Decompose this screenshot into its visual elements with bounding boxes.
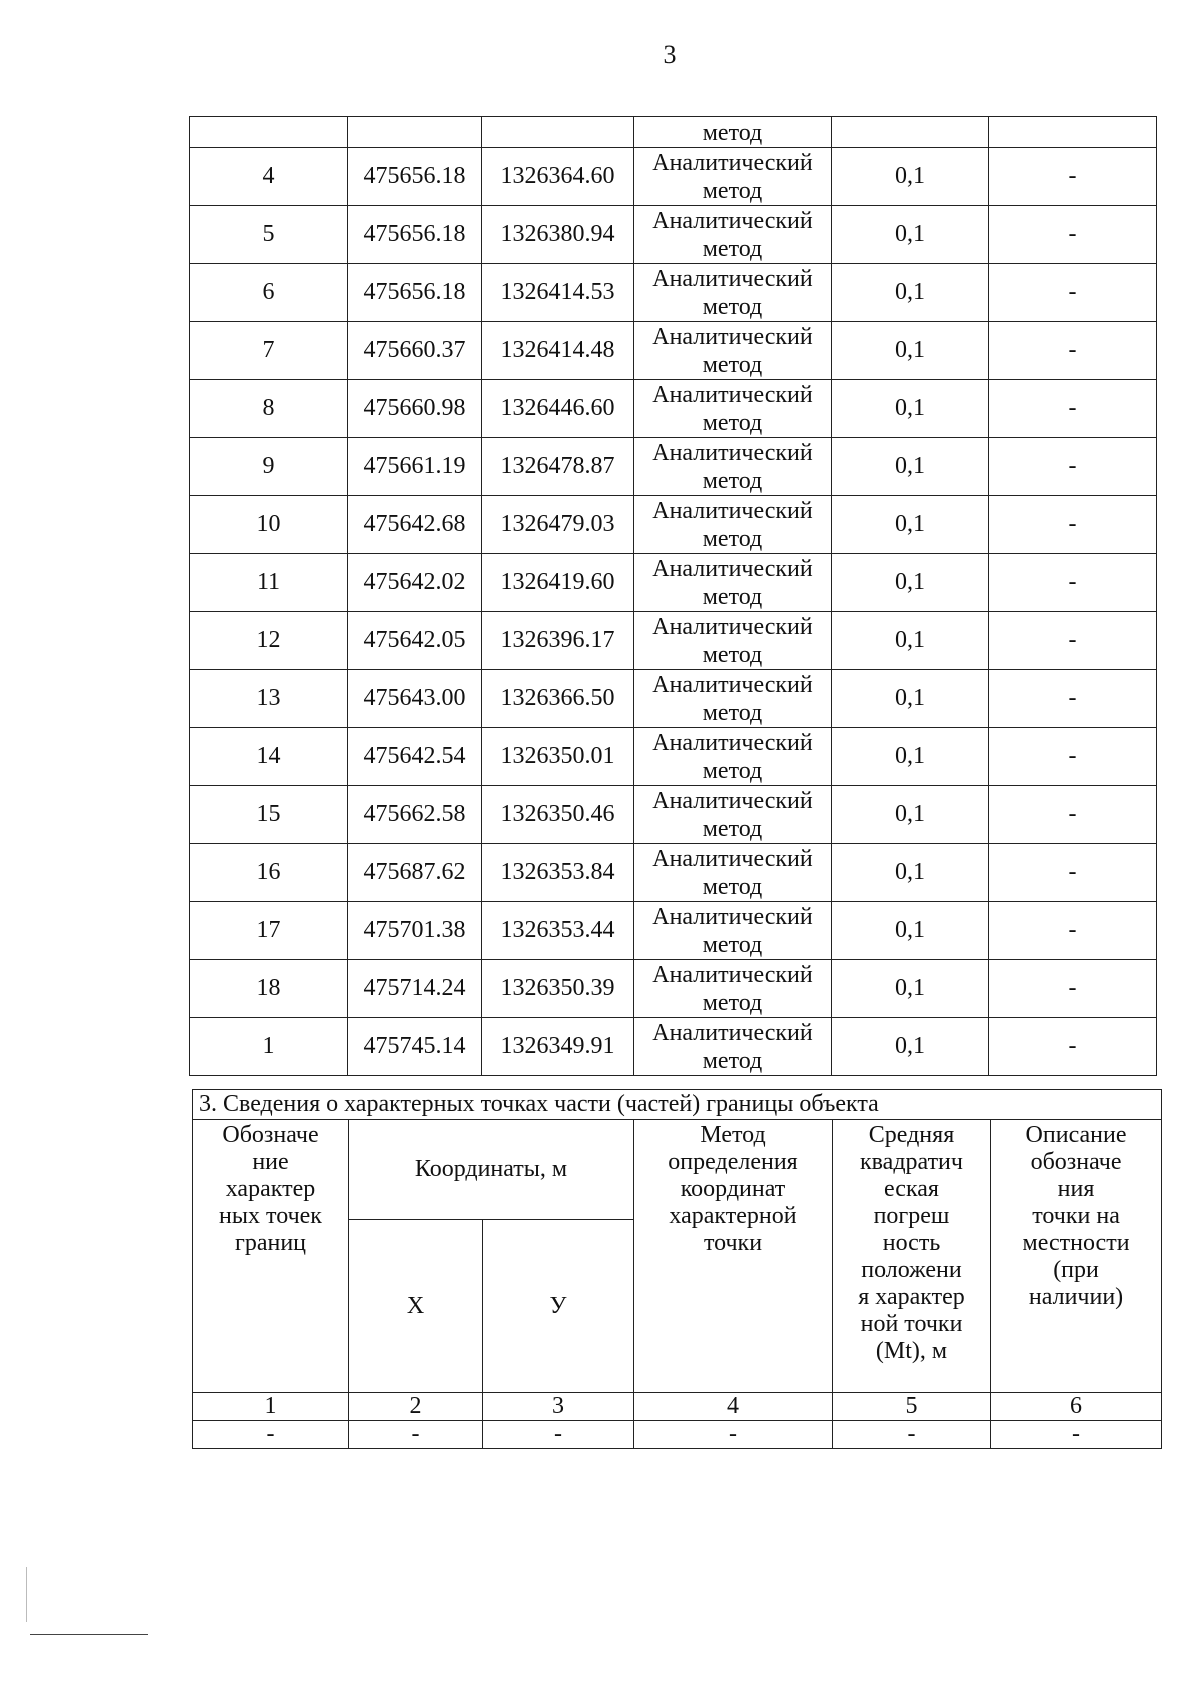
boundary-point-row (190, 1018, 1157, 1076)
cell-error: 0,1 (832, 380, 989, 438)
cell-y: 1326364.60 (482, 148, 634, 206)
method-line: метод (702, 409, 763, 436)
boundary-point-row (190, 322, 1157, 380)
cell-description: - (989, 612, 1157, 670)
cell-y: 1326478.87 (482, 438, 634, 496)
cell-y: 1326366.50 (482, 670, 634, 728)
boundary-point-row (190, 148, 1157, 206)
cell-method (634, 380, 832, 438)
cell-y: 1326419.60 (482, 554, 634, 612)
cell-point: 8 (190, 380, 348, 438)
cell-description: - (989, 844, 1157, 902)
boundary-points-body (190, 117, 1157, 1076)
cell-x: 475687.62 (348, 844, 482, 902)
method-line: метод (702, 873, 763, 900)
cell-y: 1326414.48 (482, 322, 634, 380)
cell-error: 0,1 (832, 148, 989, 206)
cell-description: - (989, 438, 1157, 496)
header-coordinates: Координаты, м (349, 1120, 634, 1220)
cell-description: - (989, 206, 1157, 264)
method-line: метод (702, 641, 763, 668)
cell-point: 18 (190, 960, 348, 1018)
cell-error: 0,1 (832, 438, 989, 496)
boundary-point-row (190, 902, 1157, 960)
cell-method (634, 786, 832, 844)
cell-method (634, 1018, 832, 1076)
boundary-point-row (190, 380, 1157, 438)
method-line: метод (702, 815, 763, 842)
cell-method (634, 322, 832, 380)
boundary-point-row (190, 960, 1157, 1018)
cell-x: 475643.00 (348, 670, 482, 728)
boundary-points-table (189, 116, 1157, 1076)
method-line: метод (702, 293, 763, 320)
cell-method (634, 902, 832, 960)
method-line: Аналитический (652, 555, 813, 582)
cell-error: 0,1 (832, 786, 989, 844)
method-line: метод (702, 699, 763, 726)
column-numbers-row (193, 1393, 1162, 1421)
cell-y: 1326479.03 (482, 496, 634, 554)
header-error-line: (Mt), м (875, 1338, 948, 1364)
header-error-line: я характер (858, 1284, 965, 1310)
cell-error: 0,1 (832, 728, 989, 786)
empty-cell: - (193, 1421, 349, 1449)
method-line: Аналитический (652, 265, 813, 292)
cell-description: - (989, 554, 1157, 612)
cell-point: 4 (190, 148, 348, 206)
column-number: 5 (833, 1393, 991, 1421)
boundary-point-row (190, 728, 1157, 786)
header-method-line: точки (703, 1230, 763, 1256)
boundary-point-row (190, 264, 1157, 322)
cell-description: - (989, 264, 1157, 322)
cell-method (634, 496, 832, 554)
header-designation-line: характер (225, 1176, 316, 1202)
column-number: 2 (349, 1393, 483, 1421)
cell-point: 17 (190, 902, 348, 960)
cell-x: 475701.38 (348, 902, 482, 960)
header-method-line: определения (668, 1149, 798, 1175)
cell-error: 0,1 (832, 1018, 989, 1076)
cell-method: метод (634, 117, 832, 148)
method-line: Аналитический (652, 903, 813, 930)
cell-y: 1326380.94 (482, 206, 634, 264)
method-line: метод (702, 757, 763, 784)
boundary-point-row (190, 206, 1157, 264)
cell-description: - (989, 322, 1157, 380)
boundary-point-row (190, 554, 1157, 612)
header-description-line: обозначе (1030, 1149, 1122, 1175)
cell-y: 1326353.44 (482, 902, 634, 960)
method-line: метод (702, 235, 763, 262)
method-line: Аналитический (652, 613, 813, 640)
cell-point: 5 (190, 206, 348, 264)
cell-y (482, 117, 634, 148)
boundary-point-row (190, 496, 1157, 554)
empty-data-row (193, 1421, 1162, 1449)
cell-x: 475656.18 (348, 206, 482, 264)
boundary-point-row (190, 612, 1157, 670)
cell-method (634, 438, 832, 496)
header-description-line: ния (1057, 1176, 1095, 1202)
cell-point: 11 (190, 554, 348, 612)
cell-x: 475642.05 (348, 612, 482, 670)
cell-description (989, 117, 1157, 148)
header-designation (193, 1120, 349, 1393)
method-line: метод (702, 525, 763, 552)
empty-cell: - (833, 1421, 991, 1449)
cell-error: 0,1 (832, 960, 989, 1018)
cell-method (634, 612, 832, 670)
cell-point: 7 (190, 322, 348, 380)
cell-description: - (989, 786, 1157, 844)
cell-method (634, 670, 832, 728)
cell-y: 1326350.39 (482, 960, 634, 1018)
header-error-line: ной точки (860, 1311, 963, 1337)
cell-y: 1326350.01 (482, 728, 634, 786)
cell-description: - (989, 1018, 1157, 1076)
method-line: Аналитический (652, 381, 813, 408)
method-line: Аналитический (652, 845, 813, 872)
method-line: Аналитический (652, 961, 813, 988)
header-error-line: Средняя (868, 1122, 955, 1148)
header-designation-line: ных точек (219, 1203, 322, 1229)
cell-x (348, 117, 482, 148)
boundary-point-row (190, 786, 1157, 844)
cell-error: 0,1 (832, 554, 989, 612)
cell-method (634, 960, 832, 1018)
cell-method (634, 264, 832, 322)
margin-mark (26, 1567, 27, 1622)
header-designation-line: ние (252, 1149, 289, 1175)
cell-error: 0,1 (832, 264, 989, 322)
cell-x: 475642.02 (348, 554, 482, 612)
cell-error: 0,1 (832, 322, 989, 380)
cell-error: 0,1 (832, 670, 989, 728)
cell-method (634, 206, 832, 264)
page-number: 3 (663, 40, 677, 69)
header-error-line: положени (861, 1257, 962, 1283)
header-error-line: погреш (873, 1203, 950, 1229)
cell-y: 1326396.17 (482, 612, 634, 670)
header-error-line: квадратич (860, 1149, 963, 1175)
empty-cell: - (483, 1421, 634, 1449)
method-line: Аналитический (652, 729, 813, 756)
header-designation-line: Обозначе (222, 1122, 319, 1148)
cell-point: 6 (190, 264, 348, 322)
cell-point: 14 (190, 728, 348, 786)
cell-point: 9 (190, 438, 348, 496)
cell-x: 475642.68 (348, 496, 482, 554)
method-line: метод (702, 583, 763, 610)
cell-x: 475660.37 (348, 322, 482, 380)
header-error-line: ность (882, 1230, 941, 1256)
cell-description: - (989, 380, 1157, 438)
cell-x: 475642.54 (348, 728, 482, 786)
header-method-line: характерной (669, 1203, 797, 1229)
method-line: Аналитический (652, 497, 813, 524)
method-line: Аналитический (652, 149, 813, 176)
boundary-point-row (190, 438, 1157, 496)
boundary-point-row (190, 670, 1157, 728)
cell-description: - (989, 902, 1157, 960)
header-description-line: точки на (1032, 1203, 1120, 1229)
cell-point: 1 (190, 1018, 348, 1076)
method-line: Аналитический (652, 207, 813, 234)
cell-point: 10 (190, 496, 348, 554)
boundary-point-row (190, 844, 1157, 902)
header-error-line: еская (884, 1176, 939, 1202)
header-description-line: местности (1022, 1230, 1130, 1256)
column-number: 6 (991, 1393, 1162, 1421)
header-description-line: (при (1053, 1257, 1099, 1283)
method-line: Аналитический (652, 323, 813, 350)
cell-method (634, 844, 832, 902)
method-line: метод (702, 1047, 763, 1074)
cell-method (634, 728, 832, 786)
method-line: метод (702, 989, 763, 1016)
cell-method (634, 554, 832, 612)
cell-error: 0,1 (832, 206, 989, 264)
continued-row (190, 117, 1157, 148)
cell-error (832, 117, 989, 148)
cell-x: 475656.18 (348, 148, 482, 206)
header-method-line: Метод (700, 1122, 766, 1148)
method-line: Аналитический (652, 1019, 813, 1046)
column-number: 3 (483, 1393, 634, 1421)
cell-y: 1326349.91 (482, 1018, 634, 1076)
method-line: Аналитический (652, 439, 813, 466)
column-number: 1 (193, 1393, 349, 1421)
cell-x: 475662.58 (348, 786, 482, 844)
column-number: 4 (634, 1393, 833, 1421)
header-description (991, 1120, 1162, 1393)
cell-point: 15 (190, 786, 348, 844)
empty-cell: - (349, 1421, 483, 1449)
cell-error: 0,1 (832, 902, 989, 960)
cell-method (634, 148, 832, 206)
cell-error: 0,1 (832, 612, 989, 670)
method-line: метод (702, 931, 763, 958)
cell-point (190, 117, 348, 148)
cell-description: - (989, 960, 1157, 1018)
cell-x: 475745.14 (348, 1018, 482, 1076)
method-line: метод (702, 351, 763, 378)
cell-y: 1326350.46 (482, 786, 634, 844)
part-boundary-table (192, 1089, 1162, 1449)
empty-cell: - (634, 1421, 833, 1449)
cell-x: 475660.98 (348, 380, 482, 438)
cell-point: 13 (190, 670, 348, 728)
cell-point: 12 (190, 612, 348, 670)
header-description-line: Описание (1025, 1122, 1127, 1148)
method-line: Аналитический (652, 787, 813, 814)
cell-x: 475714.24 (348, 960, 482, 1018)
header-description-line: наличии) (1028, 1284, 1124, 1310)
header-y: У (483, 1220, 634, 1393)
cell-x: 475656.18 (348, 264, 482, 322)
method-line: Аналитический (652, 671, 813, 698)
cell-description: - (989, 728, 1157, 786)
cell-y: 1326446.60 (482, 380, 634, 438)
cell-error: 0,1 (832, 496, 989, 554)
cell-y: 1326414.53 (482, 264, 634, 322)
header-designation-line: границ (234, 1230, 307, 1256)
cell-description: - (989, 496, 1157, 554)
method-line: метод (702, 467, 763, 494)
header-error (833, 1120, 991, 1393)
cell-point: 16 (190, 844, 348, 902)
header-method-line: координат (680, 1176, 786, 1202)
header-x: X (349, 1220, 483, 1393)
section-title: 3. Сведения о характерных точках части (частей) границы объекта (193, 1090, 1162, 1120)
cell-y: 1326353.84 (482, 844, 634, 902)
empty-cell: - (991, 1421, 1162, 1449)
cell-x: 475661.19 (348, 438, 482, 496)
header-method (634, 1120, 833, 1393)
footnote-rule (30, 1634, 148, 1635)
method-line: метод (702, 177, 763, 204)
cell-description: - (989, 148, 1157, 206)
cell-error: 0,1 (832, 844, 989, 902)
cell-description: - (989, 670, 1157, 728)
